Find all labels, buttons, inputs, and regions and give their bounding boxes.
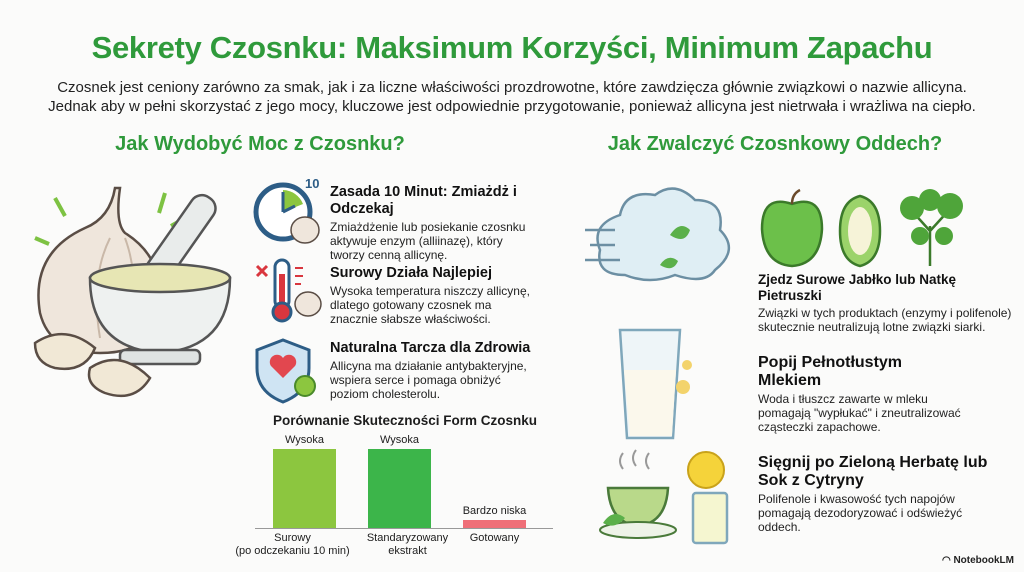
item-desc: Woda i tłuszcz zawarte w mleku pomagają "wypłukać" i zneutralizować cząsteczki zapachowe. xyxy=(758,392,961,434)
intro-line-2: Jednak aby w pełni skorzystać z jego mocy, kluczowe jest odpowiednie przygotowanie, ponieważ allicyna jest nietrwała i wrażliwa na ciepło. xyxy=(48,98,976,115)
page-title: Sekrety Czosnku: Maksimum Korzyści, Minimum Zapachu xyxy=(91,30,933,65)
item-title: Naturalna Tarcza dla Zdrowia xyxy=(330,340,531,356)
tea-lemon-icon xyxy=(598,448,738,548)
chart-bar xyxy=(273,449,336,528)
brand-name: NotebookLM xyxy=(953,555,1014,566)
intro-line-1: Czosnek jest ceniony zarówno za smak, jak i za liczne właściwości prozdrowotne, które zawdzięcza głównie związkowi o nazwie allicyna. xyxy=(57,79,967,96)
clock-garlic-icon xyxy=(253,176,325,246)
left-item-1 xyxy=(330,184,580,262)
item-title: Zasada 10 Minut: Zmiażdż i Odczekaj xyxy=(330,184,517,217)
item-desc: Zmiażdżenie lub posiekanie czosnku aktywuje enzym (alliinazę), który tworzy cenną allicynę. xyxy=(330,220,526,262)
notebooklm-icon: ◠ xyxy=(941,555,954,566)
right-heading: Jak Zwalczyć Czosnkowy Oddech? xyxy=(607,133,943,155)
chart-title: Porównanie Skuteczności Form Czosnku xyxy=(272,413,538,428)
item-desc: Wysoka temperatura niszczy allicynę, dlatego gotowany czosnek ma znacznie słabsze właściwości. xyxy=(330,284,530,326)
left-heading: Jak Wydobyć Moc z Czosnku? xyxy=(115,133,405,155)
chart-category-label: Surowy (po odczekaniu 10 min) xyxy=(235,532,350,557)
chart-category-label: Gotowany xyxy=(469,532,520,544)
chart-data-label: Wysoka xyxy=(379,434,420,446)
right-item-3 xyxy=(758,454,1020,534)
item-desc: Polifenole i kwasowość tych napojów pomagają dezodoryzować i odświeżyć oddech. xyxy=(758,492,963,534)
item-desc: Allicyna ma działanie antybakteryjne, wspiera serce i pomaga obniżyć poziom cholesterolu. xyxy=(330,359,527,401)
item-title: Surowy Działa Najlepiej xyxy=(330,265,492,281)
shield-heart-icon xyxy=(253,336,325,406)
item-title: Popij Pełnotłustym Mlekiem xyxy=(758,354,903,389)
right-item-1 xyxy=(758,272,1020,334)
garlic-mortar-illustration xyxy=(15,178,240,403)
chart-bar xyxy=(368,449,431,528)
chart-baseline xyxy=(255,528,553,529)
chart-data-label: Wysoka xyxy=(284,434,325,446)
chart-data-label: Bardzo niska xyxy=(462,505,527,518)
clock-label: 10 xyxy=(305,176,320,191)
chart-bar xyxy=(463,520,526,528)
item-desc: Związki w tych produktach (enzymy i polifenole) skutecznie neutralizują lotne związki siarki. xyxy=(758,306,1012,334)
left-item-3 xyxy=(330,340,580,401)
chart-category-label: Standaryzowany ekstrakt xyxy=(366,532,449,557)
notebooklm-logo xyxy=(942,555,1014,566)
left-item-2 xyxy=(330,265,580,326)
intro xyxy=(40,78,984,116)
thermometer-icon xyxy=(253,256,325,326)
item-title: Sięgnij po Zieloną Herbatę lub Sok z Cytryny xyxy=(758,454,988,489)
right-item-2 xyxy=(758,354,1020,434)
breath-cloud-icon xyxy=(585,185,735,295)
item-title: Zjedz Surowe Jabłko lub Natkę Pietruszki xyxy=(758,272,957,303)
apple-parsley-icon xyxy=(760,186,975,268)
milk-glass-icon xyxy=(605,325,700,445)
